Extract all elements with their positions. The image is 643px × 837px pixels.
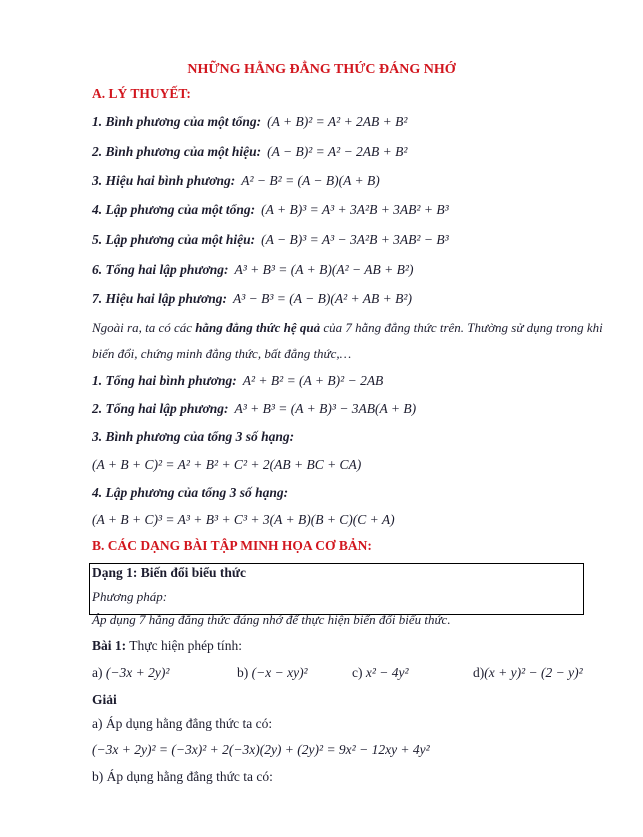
- identity-label: 6. Tổng hai lập phương:: [92, 262, 229, 277]
- method-text: Áp dụng 7 hằng đẳng thức đáng nhớ để thực hiện biến đổi biểu thức.: [92, 612, 451, 627]
- part-expr: (−x − xy)²: [251, 665, 308, 680]
- part-label: b): [237, 665, 249, 680]
- identity-label: 1. Bình phương của một tổng:: [92, 114, 262, 129]
- identity-6: [92, 262, 413, 278]
- identity-formula: A³ + B³ = (A + B)(A² − AB + B²): [234, 262, 414, 277]
- section-b-heading: B. CÁC DẠNG BÀI TẬP MINH HỌA CƠ BẢN:: [92, 538, 372, 553]
- section-a-heading: A. LÝ THUYẾT:: [92, 86, 191, 101]
- identity-5: [92, 232, 449, 248]
- part-expr: (−3x + 2y)²: [105, 665, 170, 680]
- document-title: NHỮNG HẰNG ĐẲNG THỨC ĐÁNG NHỚ: [187, 62, 456, 77]
- part-label: a): [92, 665, 103, 680]
- corollary-3-formula: (A + B + C)² = A² + B² + C² + 2(AB + BC + CA): [92, 457, 362, 472]
- corollary-4-label: 4. Lập phương của tổng 3 số hạng:: [92, 485, 289, 500]
- exercise-part-c: [352, 665, 409, 681]
- exercise-part-d: [473, 665, 583, 681]
- exercise-1: [92, 638, 242, 654]
- identity-label: 4. Lập phương của một tổng:: [92, 202, 256, 217]
- solution-a-equation: (−3x + 2y)² = (−3x)² + 2(−3x)(2y) + (2y)² = 9x² − 12xy + 4y²: [92, 742, 430, 757]
- identity-label: 7. Hiệu hai lập phương:: [92, 291, 227, 306]
- solution-a-intro: a) Áp dụng hằng đẳng thức ta có:: [92, 716, 273, 731]
- identity-formula: A³ − B³ = (A − B)(A² + AB + B²): [232, 291, 412, 306]
- note-paragraph: [92, 320, 603, 336]
- corollary-2: [92, 401, 416, 417]
- identity-7: [92, 291, 412, 307]
- corollary-label: 2. Tổng hai lập phương:: [92, 401, 229, 416]
- exercise-prompt: Thực hiện phép tính:: [126, 638, 242, 653]
- box-heading: Dạng 1: Biến đổi biểu thức: [92, 565, 246, 580]
- identity-formula: (A + B)² = A² + 2AB + B²: [267, 114, 408, 129]
- corollary-4-formula: (A + B + C)³ = A³ + B³ + C³ + 3(A + B)(B + C)(C + A): [92, 512, 395, 527]
- identity-2: [92, 144, 407, 160]
- corollary-formula: A³ + B³ = (A + B)³ − 3AB(A + B): [234, 401, 417, 416]
- identity-formula: (A − B)² = A² − 2AB + B²: [267, 144, 408, 159]
- exercise-label: Bài 1:: [92, 638, 127, 653]
- corollary-1: [92, 373, 383, 389]
- method-label: Phương pháp:: [92, 589, 168, 604]
- corollary-label: 1. Tổng hai bình phương:: [92, 373, 237, 388]
- identity-label: 3. Hiệu hai bình phương:: [92, 173, 236, 188]
- exercise-part-b: [237, 665, 308, 681]
- identity-3: [92, 173, 380, 189]
- note-line-2: biến đổi, chứng minh đẳng thức, bất đẳng thức,…: [92, 346, 352, 361]
- note-text: Ngoài ra, ta có các: [92, 320, 196, 335]
- identity-formula: (A − B)³ = A³ − 3A²B + 3AB² − B³: [261, 232, 449, 247]
- part-label: c): [352, 665, 363, 680]
- note-text: của 7 hằng đẳng thức trên. Thường sử dụng trong khi: [320, 320, 603, 335]
- corollary-formula: A² + B² = (A + B)² − 2AB: [242, 373, 384, 388]
- identity-formula: A² − B² = (A − B)(A + B): [241, 173, 380, 188]
- corollary-3-label: 3. Bình phương của tổng 3 số hạng:: [92, 429, 295, 444]
- part-expr: x² − 4y²: [365, 665, 409, 680]
- identity-1: [92, 114, 407, 130]
- identity-label: 5. Lập phương của một hiệu:: [92, 232, 256, 247]
- solution-heading: Giải: [92, 692, 117, 707]
- note-bold: hằng đẳng thức hệ quả: [195, 320, 321, 335]
- solution-b-intro: b) Áp dụng hằng đẳng thức ta có:: [92, 769, 273, 784]
- exercise-part-a: [92, 665, 169, 681]
- identity-4: [92, 202, 449, 218]
- identity-label: 2. Bình phương của một hiệu:: [92, 144, 262, 159]
- part-expr: (x + y)² − (2 − y)²: [484, 665, 583, 680]
- part-label: d): [473, 665, 485, 680]
- identity-formula: (A + B)³ = A³ + 3A²B + 3AB² + B³: [261, 202, 449, 217]
